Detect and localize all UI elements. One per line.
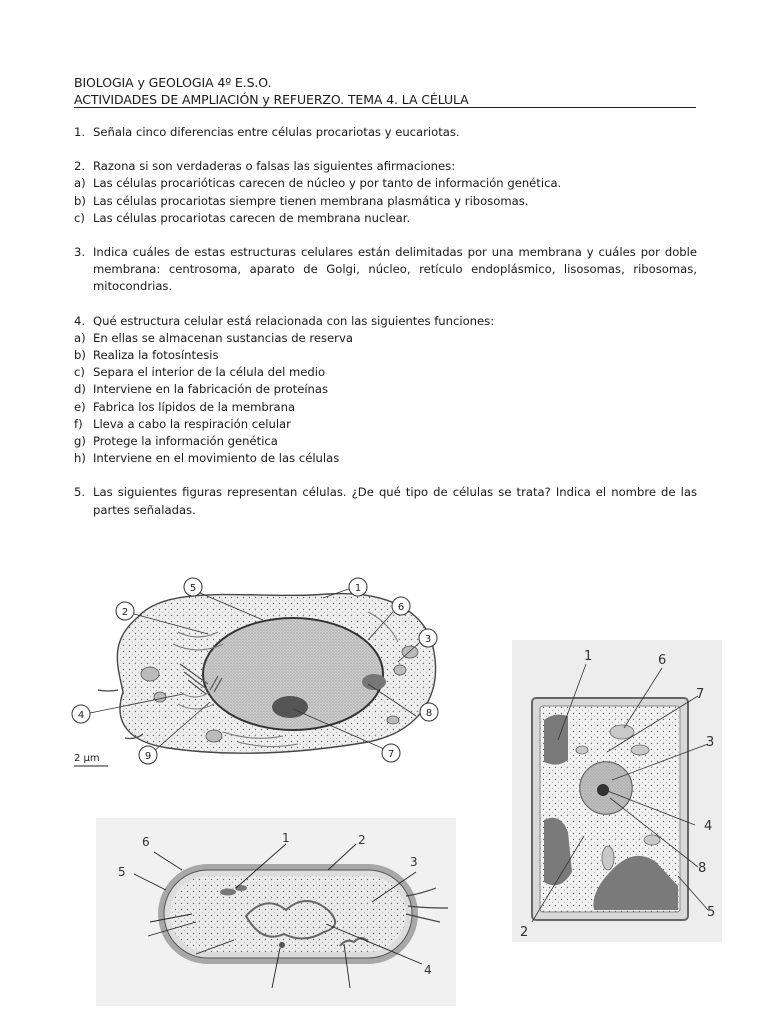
label-1: 1 bbox=[282, 831, 290, 845]
list-item: c) Separa el interior de la célula del medio bbox=[74, 365, 326, 380]
list-item: g) Protege la información genética bbox=[74, 434, 278, 449]
list-item: f) Lleva a cabo la respiración celular bbox=[74, 416, 291, 431]
plant-cell-figure bbox=[512, 640, 722, 942]
label-6: 6 bbox=[142, 835, 150, 849]
plant-cell-drawing bbox=[532, 698, 688, 920]
label-9 bbox=[139, 746, 157, 764]
label-8: 8 bbox=[698, 861, 707, 876]
label-4: 4 bbox=[424, 963, 432, 977]
svg-text:2 μm: 2 μm bbox=[74, 753, 100, 764]
course-title: BIOLOGIA y GEOLOGIA 4º E.S.O. bbox=[74, 75, 272, 90]
label-1 bbox=[349, 578, 367, 596]
label-8 bbox=[420, 703, 438, 721]
list-item: h) Interviene en el movimiento de las células bbox=[74, 451, 340, 466]
question-text: Qué estructura celular está relacionada con las siguientes funciones: bbox=[93, 313, 495, 328]
label-4: 4 bbox=[704, 819, 713, 834]
document-header bbox=[74, 74, 696, 108]
label-7: 7 bbox=[696, 687, 705, 702]
list-item: c) Las células procariotas carecen de membrana nuclear. bbox=[74, 210, 411, 225]
svg-text:9: 9 bbox=[144, 751, 152, 762]
label-3 bbox=[419, 629, 437, 647]
list-item: b) Realiza la fotosíntesis bbox=[74, 348, 219, 363]
animal-cell-figure bbox=[68, 572, 454, 768]
worksheet-title: ACTIVIDADES DE AMPLIACIÓN y REFUERZO. TEMA 4. LA CÉLULA bbox=[74, 92, 469, 107]
label-4 bbox=[72, 705, 90, 723]
question-text: Indica cuáles de estas estructuras celulares están delimitadas por una membrana y cuáles por doble membrana: centrosoma, aparato de Golgi, núcleo, retículo endoplásmico, lisosomas, ribosomas, mitocondrias. bbox=[93, 245, 697, 294]
label-5: 5 bbox=[707, 905, 716, 920]
svg-text:7: 7 bbox=[387, 749, 395, 760]
svg-text:8: 8 bbox=[425, 708, 433, 719]
svg-text:5: 5 bbox=[189, 583, 197, 594]
question-text: Razona si son verdaderas o falsas las siguientes afirmaciones: bbox=[93, 159, 456, 174]
question-text: Las siguientes figuras representan células. ¿De qué tipo de células se trata? Indica el nombre de las partes señaladas. bbox=[93, 485, 697, 517]
bacteria-cell-figure bbox=[96, 818, 456, 1006]
question-5: 5. Las siguientes figuras representan células. ¿De qué tipo de células se trata? Indica el nombre de las partes señaladas. bbox=[74, 484, 697, 518]
svg-text:6: 6 bbox=[397, 602, 405, 613]
label-5 bbox=[184, 578, 202, 596]
svg-text:4: 4 bbox=[77, 710, 85, 721]
question-3: 3. Indica cuáles de estas estructuras celulares están delimitadas por una membrana y cuáles por doble membrana: centrosoma, aparato de Golgi, núcleo, retículo endoplásmico, lisosomas, ribosomas, mitocondrias. bbox=[74, 244, 697, 296]
question-text: Señala cinco diferencias entre células procariotas y eucariotas. bbox=[93, 125, 460, 139]
question-2: 2. Razona si son verdaderas o falsas las siguientes afirmaciones: a) Las células procarióticas carecen de núcleo y por tanto de información genética. b) Las células procariotas siempre tienen membrana plasmática y ribosomas. c) Las células procariotas carecen de membrana nuclear. bbox=[74, 158, 697, 227]
label-3: 3 bbox=[410, 855, 418, 869]
label-2: 2 bbox=[358, 833, 366, 847]
label-1: 1 bbox=[584, 649, 593, 664]
question-4: 4. Qué estructura celular está relacionada con las siguientes funciones: a) En ellas se almacenan sustancias de reserva b) Realiza la fotosíntesis c) Separa el interior de la célula del medio d) Interviene en la fabricación de proteínas e) Fabrica los lípidos de la membrana f) Lleva a cabo la respiración celular g) Protege la información genética h) Interviene en el movimiento de las células bbox=[74, 313, 697, 468]
label-2 bbox=[116, 602, 134, 620]
list-item: a) En ellas se almacenan sustancias de reserva bbox=[74, 330, 353, 345]
questions bbox=[74, 124, 697, 536]
svg-text:3: 3 bbox=[424, 634, 432, 645]
label-7 bbox=[382, 744, 400, 762]
list-item: b) Las células procariotas siempre tienen membrana plasmática y ribosomas. bbox=[74, 193, 529, 208]
list-item: a) Las células procarióticas carecen de núcleo y por tanto de información genética. bbox=[74, 176, 562, 191]
animal-cell-drawing bbox=[98, 594, 436, 754]
label-6: 6 bbox=[658, 653, 667, 668]
list-item: d) Interviene en la fabricación de proteínas bbox=[74, 382, 329, 397]
scale-bar bbox=[74, 753, 108, 766]
label-2: 2 bbox=[520, 925, 529, 940]
question-1: 1. Señala cinco diferencias entre células procariotas y eucariotas. bbox=[74, 124, 697, 141]
list-item: e) Fabrica los lípidos de la membrana bbox=[74, 399, 296, 414]
svg-text:1: 1 bbox=[354, 583, 362, 594]
label-6 bbox=[392, 597, 410, 615]
header-rule bbox=[74, 107, 696, 108]
label-3: 3 bbox=[706, 735, 715, 750]
label-5: 5 bbox=[118, 865, 126, 879]
svg-text:2: 2 bbox=[121, 607, 129, 618]
